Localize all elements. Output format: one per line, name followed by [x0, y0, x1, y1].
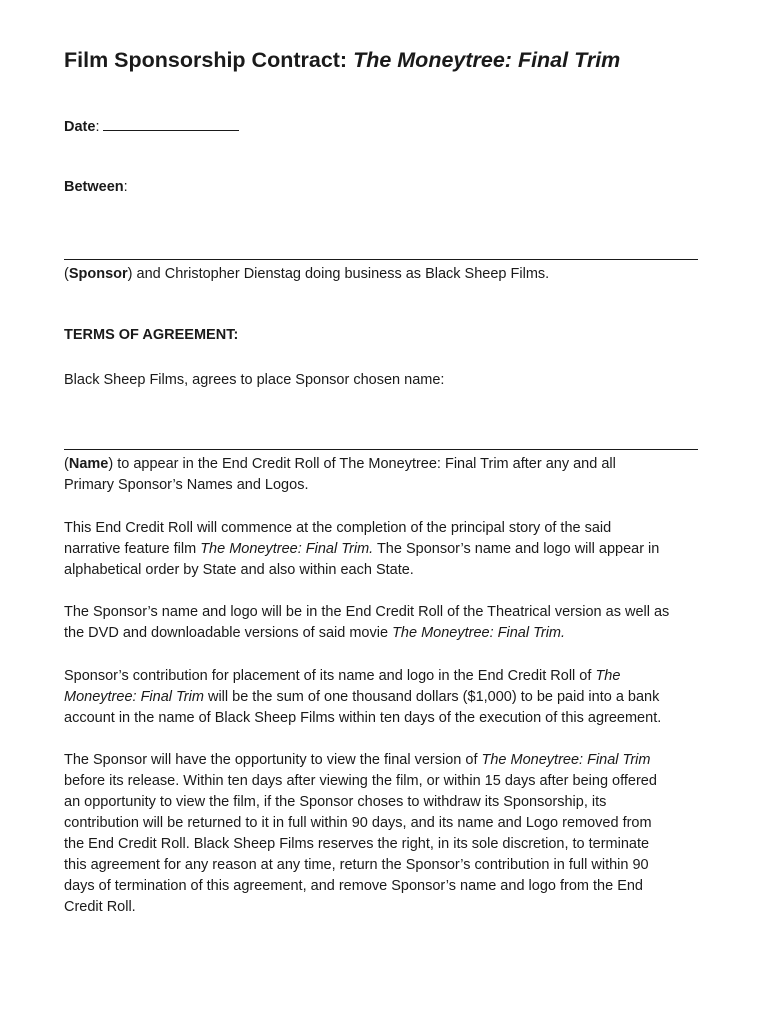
review-line-1-pre: The Sponsor will have the opportunity to view the final version of: [64, 752, 482, 768]
credit-roll-film-name: The Moneytree: Final Trim.: [200, 541, 374, 557]
credit-roll-line-1: This End Credit Roll will commence at the completion of the principal story of the said: [64, 520, 612, 536]
title-prefix: Film Sponsorship Contract:: [64, 48, 354, 72]
contribution-line-1-pre: Sponsor’s contribution for placement of its name and logo in the End Credit Roll of: [64, 668, 596, 684]
review-line-5: the End Credit Roll. Black Sheep Films reserves the right, in its sole discretion, to terminate: [64, 836, 650, 852]
sponsor-blank-line: [64, 259, 698, 260]
name-open-paren: (: [64, 456, 69, 472]
date-blank-line: [103, 116, 239, 131]
title-film-name: The Moneytree: Final Trim: [353, 48, 621, 72]
review-line-2: before its release. Within ten days after viewing the film, or within 15 days after being offered: [64, 773, 657, 789]
name-blank-line: [64, 449, 698, 450]
date-colon: :: [95, 119, 100, 135]
review-line-4: contribution will be returned to it in full within 90 days, and its name and Logo removed from: [64, 815, 652, 831]
credit-roll-line-3: alphabetical order by State and also within each State.: [64, 562, 414, 578]
contribution-line-2-post: will be the sum of one thousand dollars ($1,000) to be paid into a bank: [203, 689, 660, 705]
between-colon: :: [123, 179, 128, 195]
credit-roll-paragraph: [64, 518, 714, 581]
name-intro-paragraph: Black Sheep Films, agrees to place Sponsor chosen name:: [64, 372, 445, 388]
between-field: [64, 179, 128, 195]
contribution-film-name-part-1: The: [595, 668, 621, 684]
contribution-film-name-part-2: Moneytree: Final Trim: [64, 689, 204, 705]
name-line-2: Primary Sponsor’s Names and Logos.: [64, 477, 309, 493]
parties-paragraph: [64, 264, 714, 285]
name-line-1: ) to appear in the End Credit Roll of The Moneytree: Final Trim after any and all: [108, 456, 616, 472]
review-line-6: this agreement for any reason at any time, return the Sponsor’s contribution in full within 90: [64, 857, 649, 873]
review-paragraph: [64, 750, 714, 918]
review-line-8: Credit Roll.: [64, 899, 136, 915]
credit-roll-line-2-pre: narrative feature film: [64, 541, 201, 557]
review-line-3: an opportunity to view the film, if the Sponsor choses to withdraw its Sponsorship, its: [64, 794, 607, 810]
parties-open-paren: (: [64, 266, 69, 282]
sponsor-term: Sponsor: [68, 266, 128, 282]
date-field: [64, 116, 239, 135]
review-line-7: days of termination of this agreement, and remove Sponsor’s name and logo from the End: [64, 878, 643, 894]
document-title: [64, 48, 620, 73]
terms-heading: TERMS OF AGREEMENT:: [64, 327, 239, 343]
versions-paragraph: [64, 602, 714, 644]
name-term: Name: [68, 456, 109, 472]
contribution-line-3: account in the name of Black Sheep Films within ten days of the execution of this agreement.: [64, 710, 662, 726]
date-label: Date: [64, 119, 96, 135]
parties-text: ) and Christopher Dienstag doing business as Black Sheep Films.: [127, 266, 550, 282]
versions-film-name: The Moneytree: Final Trim.: [392, 625, 566, 641]
review-film-name: The Moneytree: Final Trim: [481, 752, 651, 768]
credit-roll-line-2-post: The Sponsor’s name and logo will appear in: [373, 541, 660, 557]
contribution-paragraph: [64, 666, 714, 729]
versions-line-1: The Sponsor’s name and logo will be in the End Credit Roll of the Theatrical version as well as: [64, 604, 670, 620]
name-paragraph: [64, 454, 714, 496]
between-label: Between: [64, 179, 124, 195]
versions-line-2-pre: the DVD and downloadable versions of said movie: [64, 625, 393, 641]
